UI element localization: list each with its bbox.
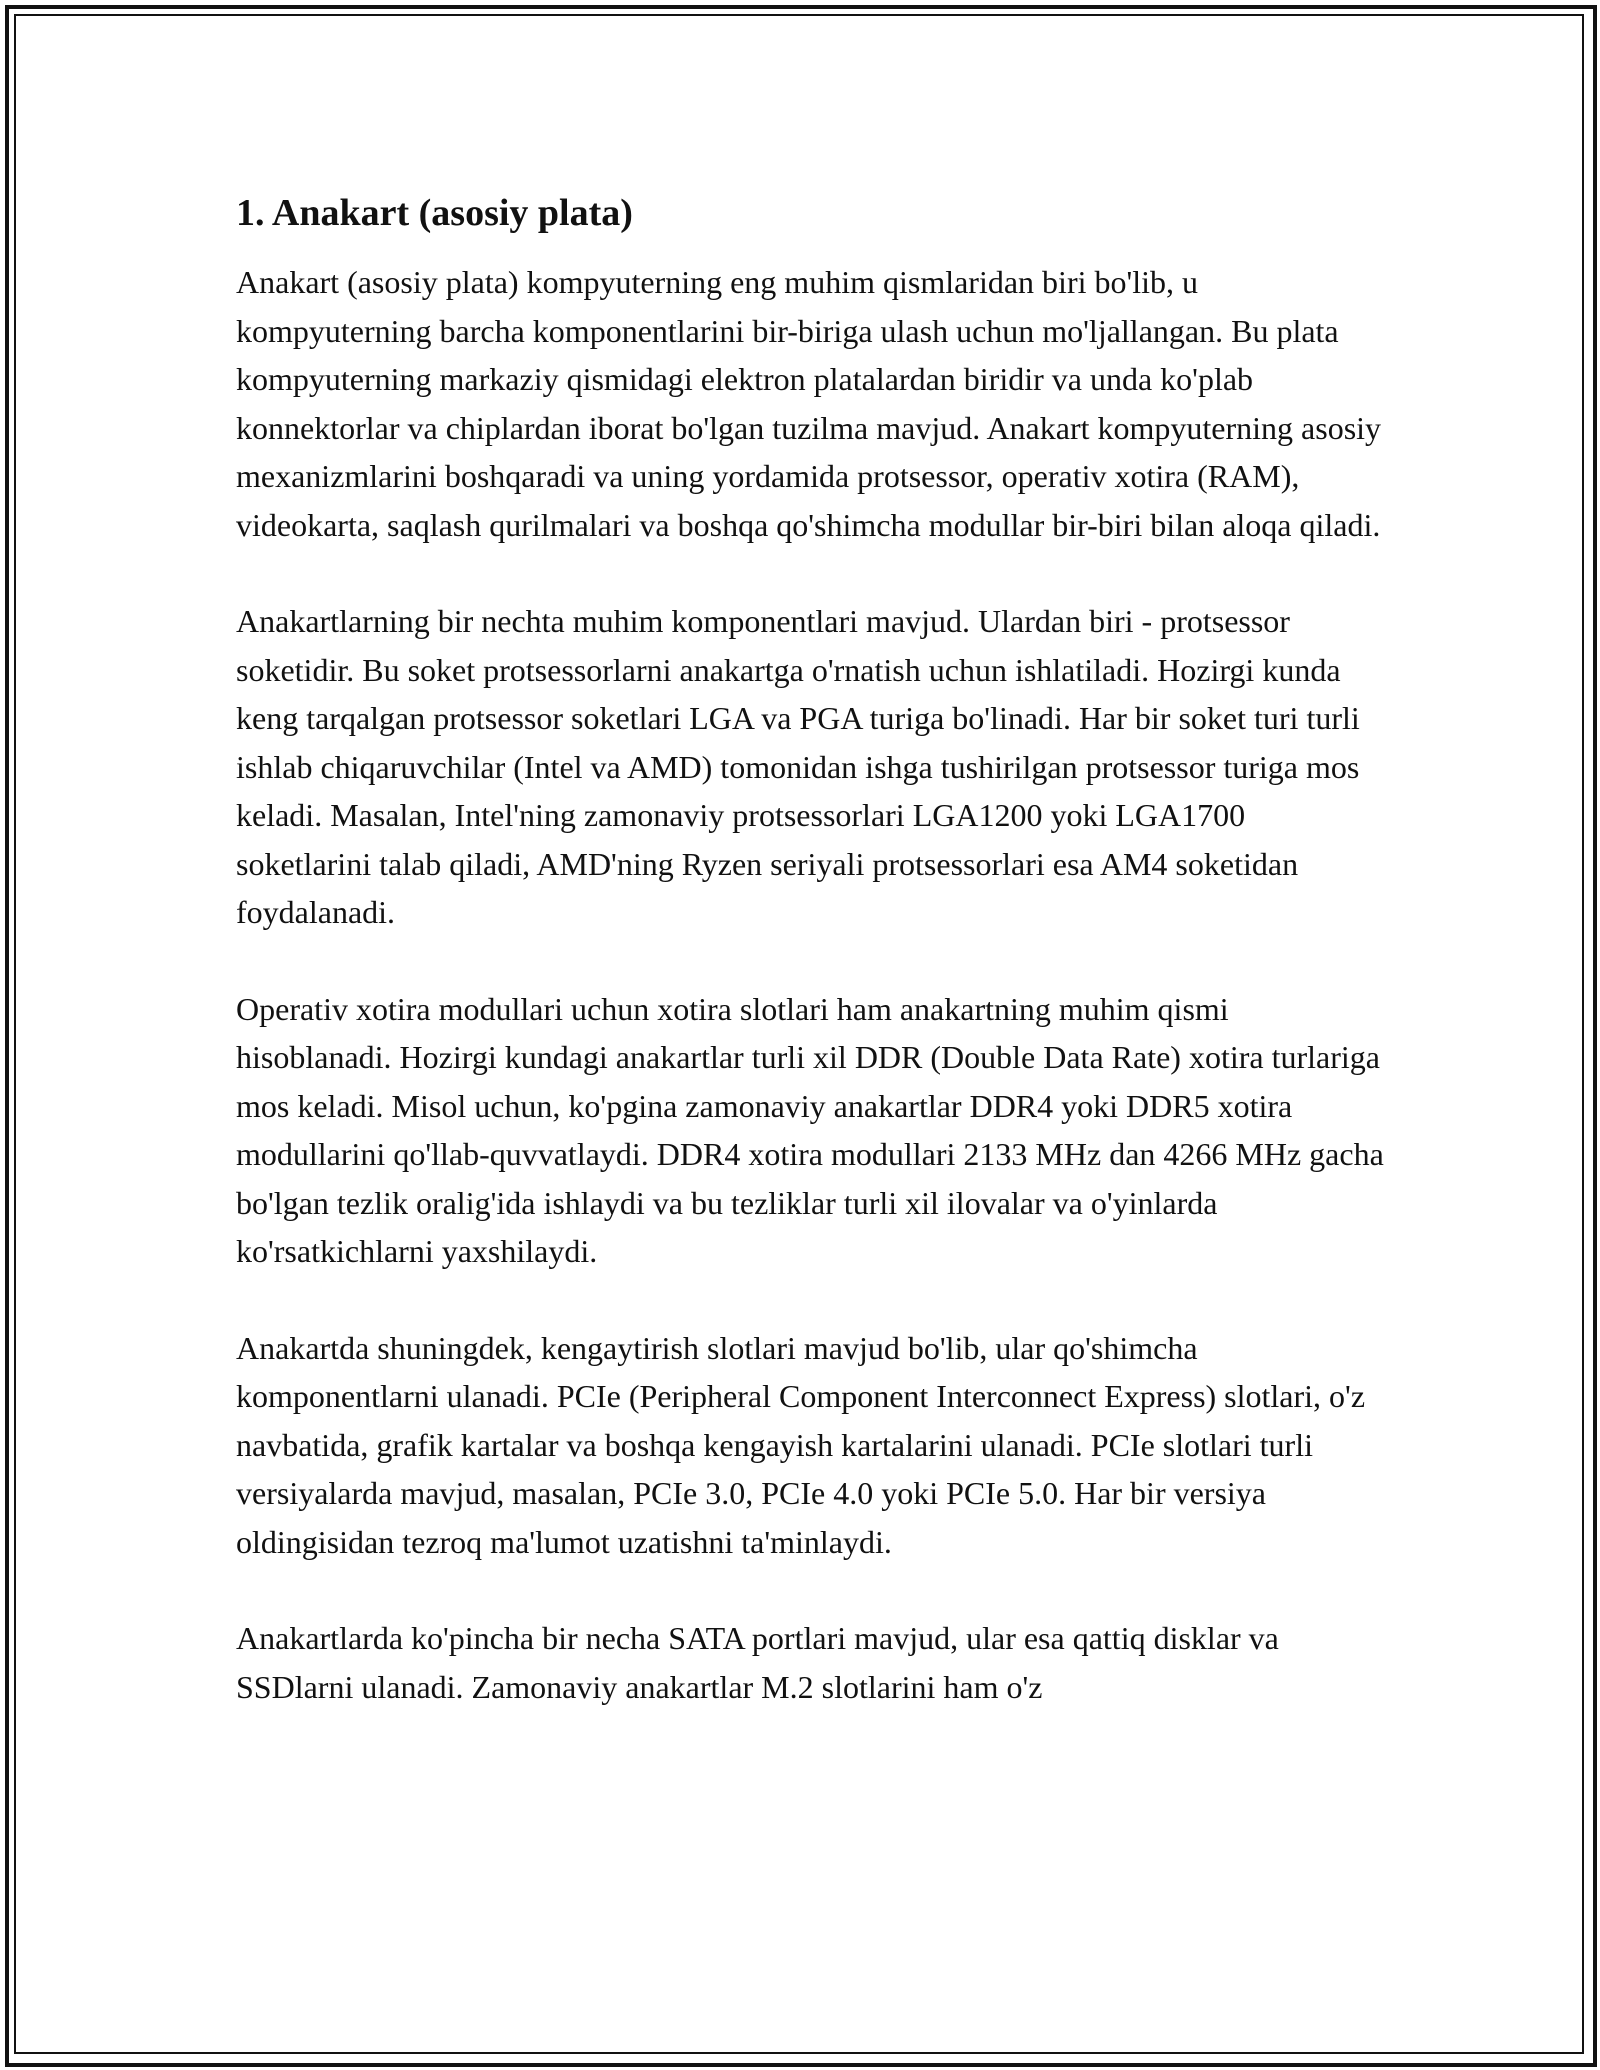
paragraph-expansion-slots: Anakartda shuningdek, kengaytirish slotlari mavjud bo'lib, ular qo'shimcha komponentlarni ulanadi. PCIe (Peripheral Component Interconnect Express) slotlari, o'z navbatida, grafik kartalar va boshqa kengayish kartalarini ulanadi. PCIe slotlari turli versiyalarda mavjud, masalan, PCIe 3.0, PCIe 4.0 yoki PCIe 5.0. Har bir versiya oldingisidan tezroq ma'lumot uzatishni ta'minlaydi.: [236, 1329, 1366, 1560]
paragraph-memory-slots: Operativ xotira modullari uchun xotira slotlari ham anakartning muhim qismi hisoblanadi. Hozirgi kundagi anakartlar turli xil DDR (Double Data Rate) xotira turlariga mos keladi. Misol uchun, ko'pgina zamonaviy anakartlar DDR4 yoki DDR5 xotira modullarini qo'llab-quvvatlaydi. DDR4 xotira modullari 2133 MHz dan 4266 MHz gacha bo'lgan tezlik oralig'ida ishlaydi va bu tezliklar turli xil ilovalar va o'yinlarda ko'rsatkichlarni yaxshilaydi.: [236, 990, 1384, 1269]
paragraph-cpu-socket: Anakartlarning bir nechta muhim komponentlari mavjud. Ulardan biri - protsessor soketidir. Bu soket protsessorlarni anakartga o'rnatish uchun ishlatiladi. Hozirgi kunda keng tarqalgan protsessor soketlari LGA va PGA turiga bo'linadi. Har bir soket turi turli ishlab chiqaruvchilar (Intel va AMD) tomonidan ishga tushirilgan protsessor turiga mos keladi. Masalan, Intel'ning zamonaviy protsessorlari LGA1200 yoki LGA1700 soketlarini talab qiladi, AMD'ning Ryzen seriyali protsessorlari esa AM4 soketidan foydalanadi.: [236, 603, 1360, 930]
paragraph-sata-ports: Anakartlarda ko'pincha bir necha SATA portlari mavjud, ular esa qattiq disklar va SSDlarni ulanadi. Zamonaviy anakartlar M.2 slotlarini ham o'z: [236, 1620, 1279, 1705]
document-body: [236, 186, 1386, 1711]
section-heading: 1. Anakart (asosiy plata): [236, 192, 633, 234]
paragraph-motherboard-intro: Anakart (asosiy plata) kompyuterning eng muhim qismlaridan biri bo'lib, u kompyuterning barcha komponentlarini bir-biriga ulash uchun mo'ljallangan. Bu plata kompyuterning markaziy qismidagi elektron platalardan biridir va unda ko'plab konnektorlar va chiplardan iborat bo'lgan tuzilma mavjud. Anakart kompyuterning asosiy mexanizmlarini boshqaradi va uning yordamida protsessor, operativ xotira (RAM), videokarta, saqlash qurilmalari va boshqa qo'shimcha modullar bir-biri bilan aloqa qiladi.: [236, 264, 1382, 543]
